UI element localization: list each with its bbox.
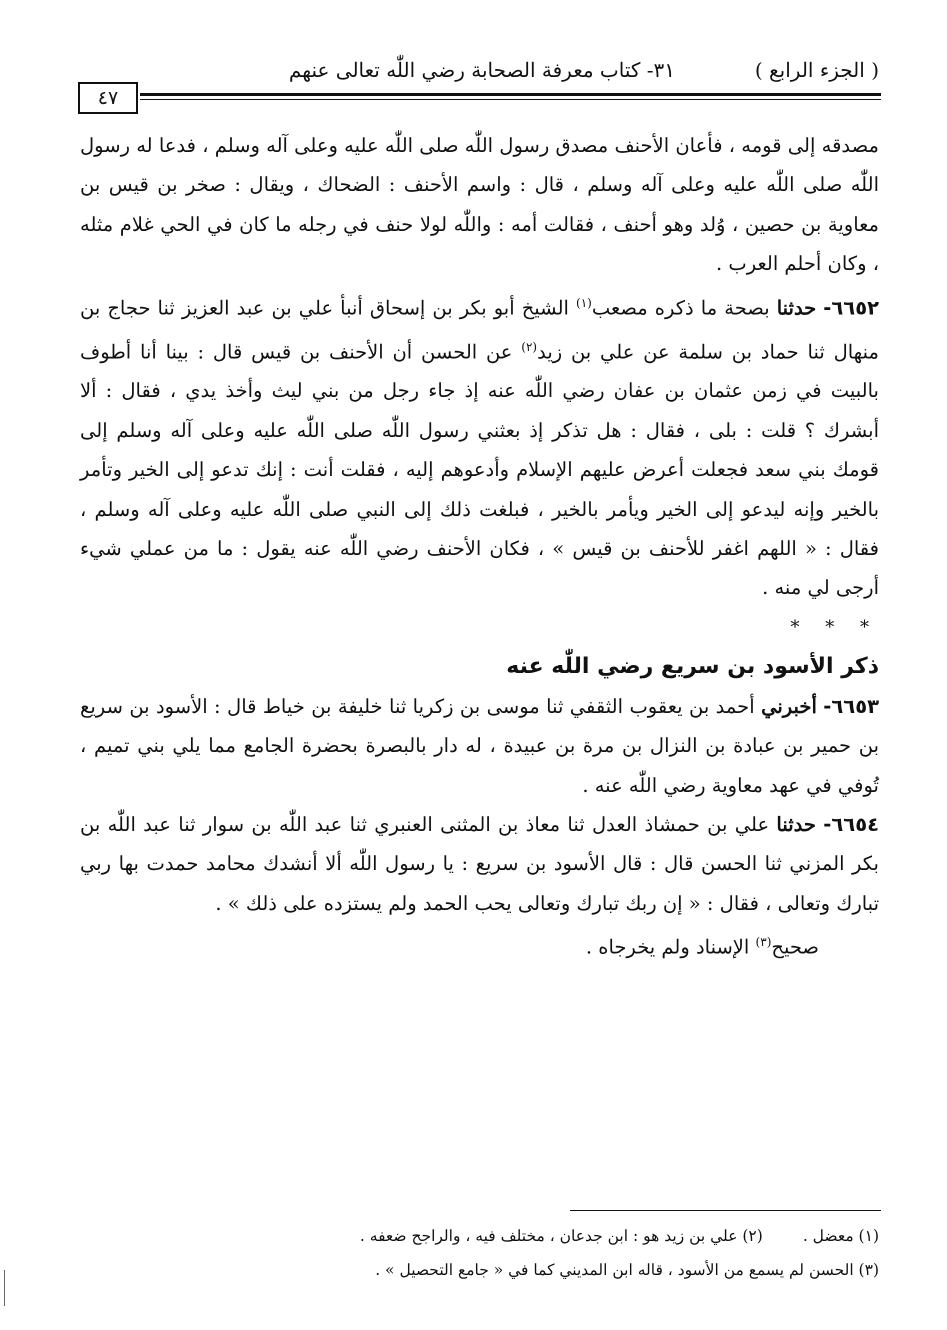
footnote-ref-1: (١) <box>576 295 592 310</box>
hadith-text: بصحة ما ذكره مصعب <box>591 296 770 320</box>
paragraph-ahnaf-end: مصدقه إلى قومه ، فأعان الأحنف مصدق رسول اللّٰه صلى اللّٰه عليه وعلى آله وسلم ، فدعا له رسول اللّٰه صلى اللّٰه عليه وعلى آله وسلم ، قال : واسم الأحنف : الضحاك ، ويقال : صخر بن قيس بن معاوية بن حصين ، وُلد وهو أحنف ، فقالت أمه : واللّٰه لولا حنف في رجله ما كان في الحي غلام مثله ، وكان أحلم العرب . <box>80 134 879 276</box>
verdict-text: صحيح <box>771 935 819 959</box>
footnote-1: (١) معضل . <box>802 1227 879 1245</box>
footnote-line-2 <box>80 1256 879 1284</box>
chapter-title: ٣١- كتاب معرفة الصحابة رضي اللّٰه تعالى عنهم <box>288 58 675 82</box>
hadith-keyword: حدثنا <box>776 812 816 836</box>
hadith-keyword: أخبرني <box>761 694 817 718</box>
footnote-line-1 <box>80 1222 879 1250</box>
hadith-text: عن الحسن أن الأحنف بن قيس قال : بينا أنا أطوف بالبيت في زمن عثمان بن عفان رضي اللّٰه عنه إذ جاء رجل من بني ليث وأخذ يدي ، فقال : ألا أبشرك ؟ قلت : بلى ، فقال : هل تذكر إذ بعثني رسول اللّٰه صلى اللّٰه عليه وعلى آله وسلم إلى قومك بني سعد فجعلت أعرض عليهم الإسلام وأدعوهم إليه ، فقلت أنت : إنك تدعو إلى الخير وتأمر بالخير وإنه ليدعو إلى الخير ويأمر بالخير ، فبلغت ذلك إلى النبي صلى اللّٰه عليه وعلى آله وسلم ، فقال : « اللهم اغفر للأحنف بن قيس » ، فكان الأحنف رضي اللّٰه عنه يقول : ما من عملي شيء أرجى لي منه . <box>80 340 879 600</box>
footnote-3: (٣) الحسن لم يسمع من الأسود ، قاله ابن المديني كما في « جامع التحصيل » . <box>375 1261 879 1279</box>
hadith-number: ٦٦٥٢- <box>823 296 879 320</box>
footnote-rule <box>570 1210 881 1211</box>
scan-margin-mark <box>4 1270 5 1306</box>
hadith-6652 <box>80 284 879 608</box>
main-text <box>80 126 879 967</box>
verdict <box>80 923 879 967</box>
header-rule-thick <box>140 93 881 96</box>
hadith-number: ٦٦٥٣- <box>823 694 879 718</box>
volume-label: ( الجزء الرابع ) <box>754 58 879 82</box>
section-separator: * * * <box>790 616 879 638</box>
footnote-ref-2: (٢) <box>521 339 538 354</box>
section-heading: ذكر الأسود بن سريع رضي اللّٰه عنه <box>506 654 879 680</box>
page-number: ٤٧ <box>78 82 138 114</box>
header-rule-thin <box>140 99 881 100</box>
hadith-text: علي بن حمشاذ العدل ثنا معاذ بن المثنى العنبري ثنا عبد اللّٰه بن سوار ثنا عبد اللّٰه بن بكر المزني ثنا الحسن قال : قال الأسود بن سريع : يا رسول اللّٰه ألا أنشدك محامد حمدت بها ربي تبارك وتعالى ، فقال : « إن ربك تبارك وتعالى يحب الحمد ولم يستزده على ذلك » . <box>80 812 879 915</box>
hadith-number: ٦٦٥٤- <box>823 812 879 836</box>
hadith-6654 <box>80 805 879 923</box>
verdict-text: الإسناد ولم يخرجاه . <box>585 935 750 959</box>
hadith-text: الشيخ أبو بكر بن إسحاق أنبأ علي بن عبد العزيز ثنا حجاج بن منهال ثنا حماد بن سلمة عن علي بن زيد <box>80 296 879 364</box>
hadith-6653 <box>80 687 879 805</box>
hadith-keyword: حدثنا <box>776 296 817 320</box>
footnote-2: (٢) علي بن زيد هو : ابن جدعان ، مختلف فيه ، والراجح ضعفه . <box>359 1227 763 1245</box>
footnote-ref-3: (٣) <box>755 935 772 950</box>
hadith-text: أحمد بن يعقوب الثقفي ثنا موسى بن زكريا ثنا خليفة بن خياط قال : الأسود بن سريع بن حمير بن عبادة بن النزال بن مرة بن عبيدة ، له دار بالبصرة بحضرة الجامع مما يلي بني تميم ، تُوفي في عهد معاوية رضي اللّٰه عنه . <box>80 694 879 797</box>
